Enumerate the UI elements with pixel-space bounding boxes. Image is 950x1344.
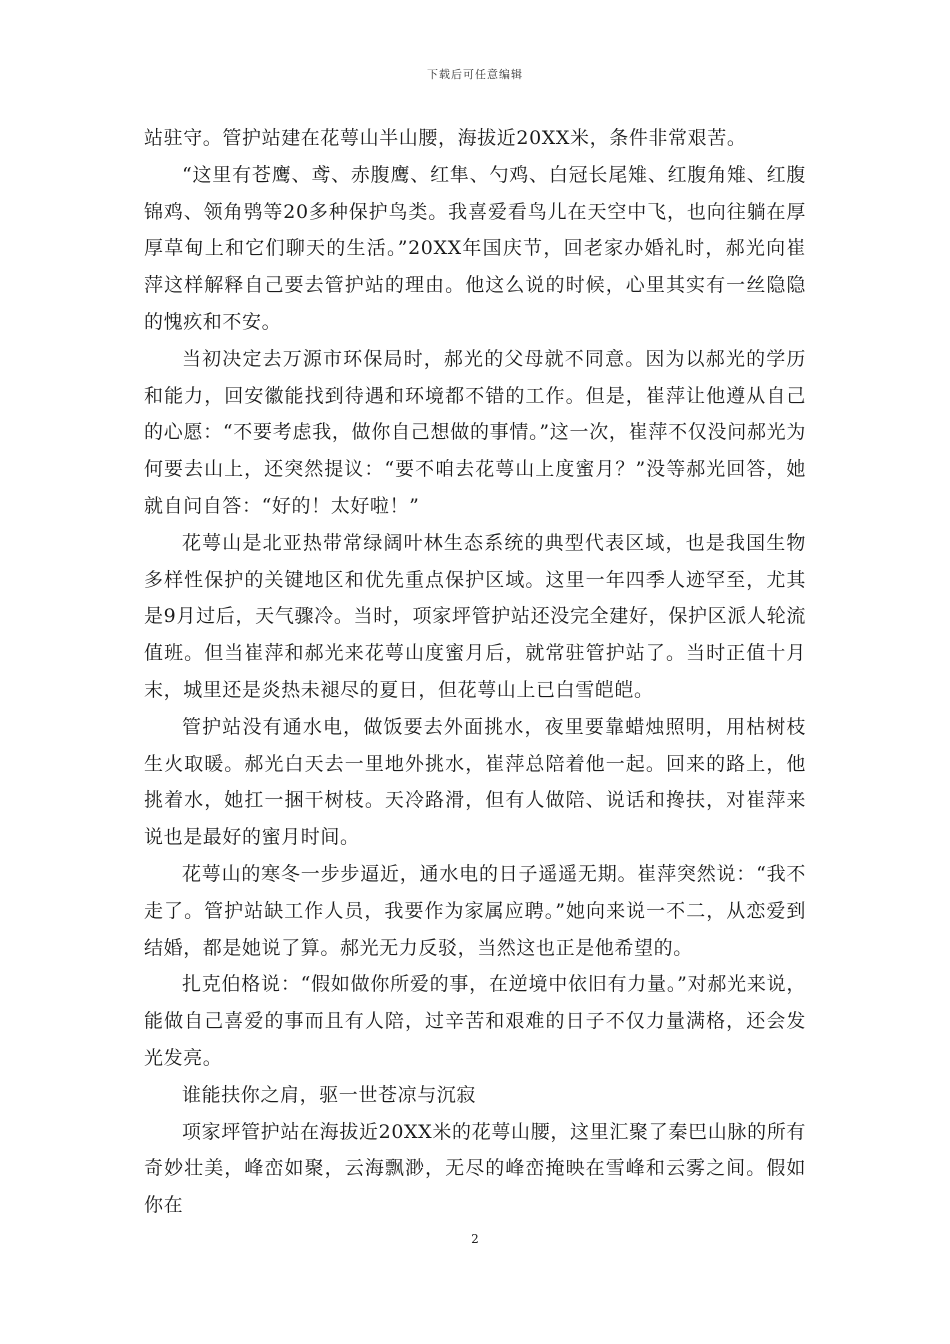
section-heading: 谁能扶你之肩，驱一世苍凉与沉寂	[182, 1083, 477, 1106]
paragraph: “这里有苍鹰、鸢、赤腹鹰、红隼、勺鸡、白冠长尾雉、红腹角雉、红腹锦鸡、领角鸮等20多种保护鸟类。我喜爱看鸟儿在天空中飞，也向往躺在厚厚草甸上和它们聊天的生活。”20XX年国庆节，回老家办婚礼时，郝光向崔萍这样解释自己要去管护站的理由。他这么说的时候，心里其实有一丝隐隐的愧疚和不安。	[144, 163, 806, 333]
paragraph: 扎克伯格说：“假如做你所爱的事，在逆境中依旧有力量。”对郝光来说，能做自己喜爱的事而且有人陪，过辛苦和艰难的日子不仅力量满格，还会发光发亮。	[144, 973, 806, 1069]
paragraph: 项家坪管护站在海拔近20XX米的花萼山腰，这里汇聚了秦巴山脉的所有奇妙壮美，峰峦如聚，云海飘渺，无尽的峰峦掩映在雪峰和云雾之间。假如你在	[144, 1120, 806, 1217]
paragraph: 花萼山的寒冬一步步逼近，通水电的日子遥遥无期。崔萍突然说：“我不走了。管护站缺工作人员，我要作为家属应聘。”她向来说一不二，从恋爱到结婚，都是她说了算。郝光无力反驳，当然这也正是他希望的。	[144, 862, 806, 959]
page-header: 下载后可任意编辑	[427, 68, 523, 81]
document-body	[144, 120, 806, 1224]
paragraph: 当初决定去万源市环保局时，郝光的父母就不同意。因为以郝光的学历和能力，回安徽能找到待遇和环境都不错的工作。但是，崔萍让他遵从自己的心愿：“不要考虑我，做你自己想做的事情。”这一次，崔萍不仅没问郝光为何要去山上，还突然提议：“要不咱去花萼山上度蜜月？”没等郝光回答，她就自问自答：“好的！太好啦！”	[144, 347, 806, 517]
page-number: 2	[471, 1232, 479, 1246]
paragraph: 站驻守。管护站建在花萼山半山腰，海拔近20XX米，条件非常艰苦。	[144, 127, 747, 149]
paragraph: 花萼山是北亚热带常绿阔叶林生态系统的典型代表区域，也是我国生物多样性保护的关键地区和优先重点保护区域。这里一年四季人迹罕至，尤其是9月过后，天气骤冷。当时，项家坪管护站还没完全建好，保护区派人轮流值班。但当崔萍和郝光来花萼山度蜜月后，就常驻管护站了。当时正值十月末，城里还是炎热未褪尽的夏日，但花萼山上已白雪皑皑。	[144, 531, 806, 701]
paragraph: 管护站没有通水电，做饭要去外面挑水，夜里要靠蜡烛照明，用枯树枝生火取暖。郝光白天去一里地外挑水，崔萍总陪着他一起。回来的路上，他挑着水，她扛一捆干树枝。天冷路滑，但有人做陪、说话和搀扶，对崔萍来说也是最好的蜜月时间。	[144, 715, 806, 849]
